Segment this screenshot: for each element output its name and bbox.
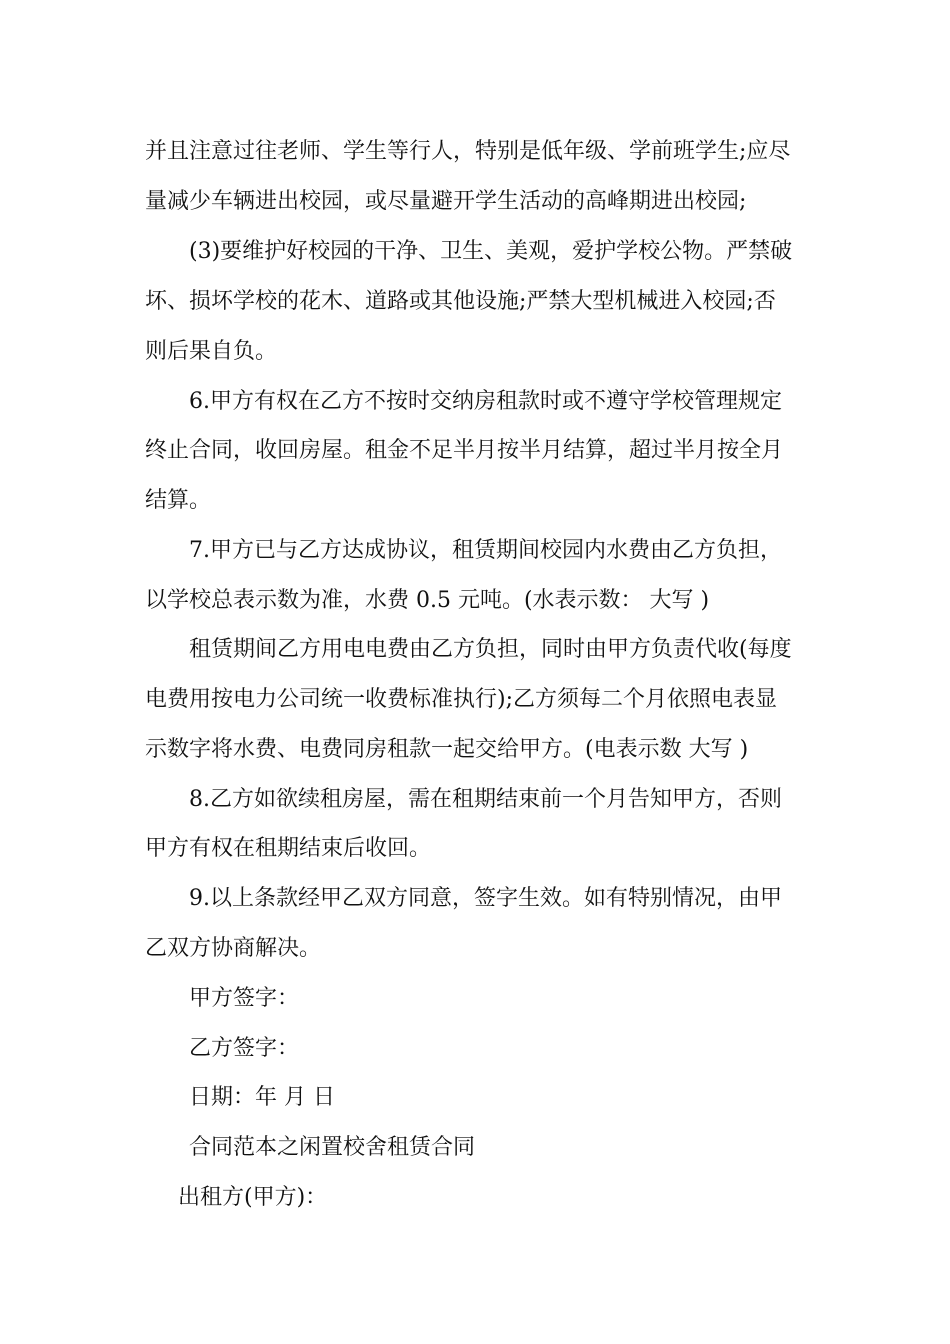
text-line: (3)要维护好校园的干净、卫生、美观，爱护学校公物。严禁破 <box>189 239 793 264</box>
text-line: 甲方有权在租期结束后收回。 <box>145 836 432 861</box>
text-line: 则后果自负。 <box>145 339 278 364</box>
text-line: 坏、损坏学校的花木、道路或其他设施;严禁大型机械进入校园;否 <box>145 289 776 314</box>
text-line: 电费用按电力公司统一收费标准执行);乙方须每二个月依照电表显 <box>145 687 777 712</box>
text-line: 终止合同，收回房屋。租金不足半月按半月结算，超过半月按全月 <box>145 438 784 463</box>
text-line: 以学校总表示数为准，水费 0.5 元吨。(水表示数： 大写 ) <box>145 588 710 613</box>
text-line: 9.以上条款经甲乙双方同意，签字生效。如有特别情况，由甲 <box>189 886 782 911</box>
text-line: 6.甲方有权在乙方不按时交纳房租款时或不遵守学校管理规定 <box>189 389 782 414</box>
lessor-label: 出租方(甲方)： <box>178 1185 328 1210</box>
party-b-signature-label: 乙方签字： <box>189 1036 300 1061</box>
text-line: 量减少车辆进出校园，或尽量避开学生活动的高峰期进出校园; <box>145 189 747 214</box>
party-a-signature-label: 甲方签字： <box>189 986 300 1011</box>
text-line: 8.乙方如欲续租房屋，需在租期结束前一个月告知甲方，否则 <box>189 787 782 812</box>
text-line: 租赁期间乙方用电电费由乙方负担，同时由甲方负责代收(每度 <box>189 637 792 662</box>
text-line: 7.甲方已与乙方达成协议，租赁期间校园内水费由乙方负担， <box>189 538 782 563</box>
text-line: 结算。 <box>145 488 212 513</box>
contract-title: 合同范本之闲置校舍租赁合同 <box>189 1135 476 1160</box>
date-label: 日期：年 月 日 <box>189 1085 335 1110</box>
text-line: 并且注意过往老师、学生等行人，特别是低年级、学前班学生;应尽 <box>145 139 791 164</box>
text-line: 示数字将水费、电费同房租款一起交给甲方。(电表示数 大写 ) <box>145 737 749 762</box>
text-line: 乙双方协商解决。 <box>145 936 322 961</box>
